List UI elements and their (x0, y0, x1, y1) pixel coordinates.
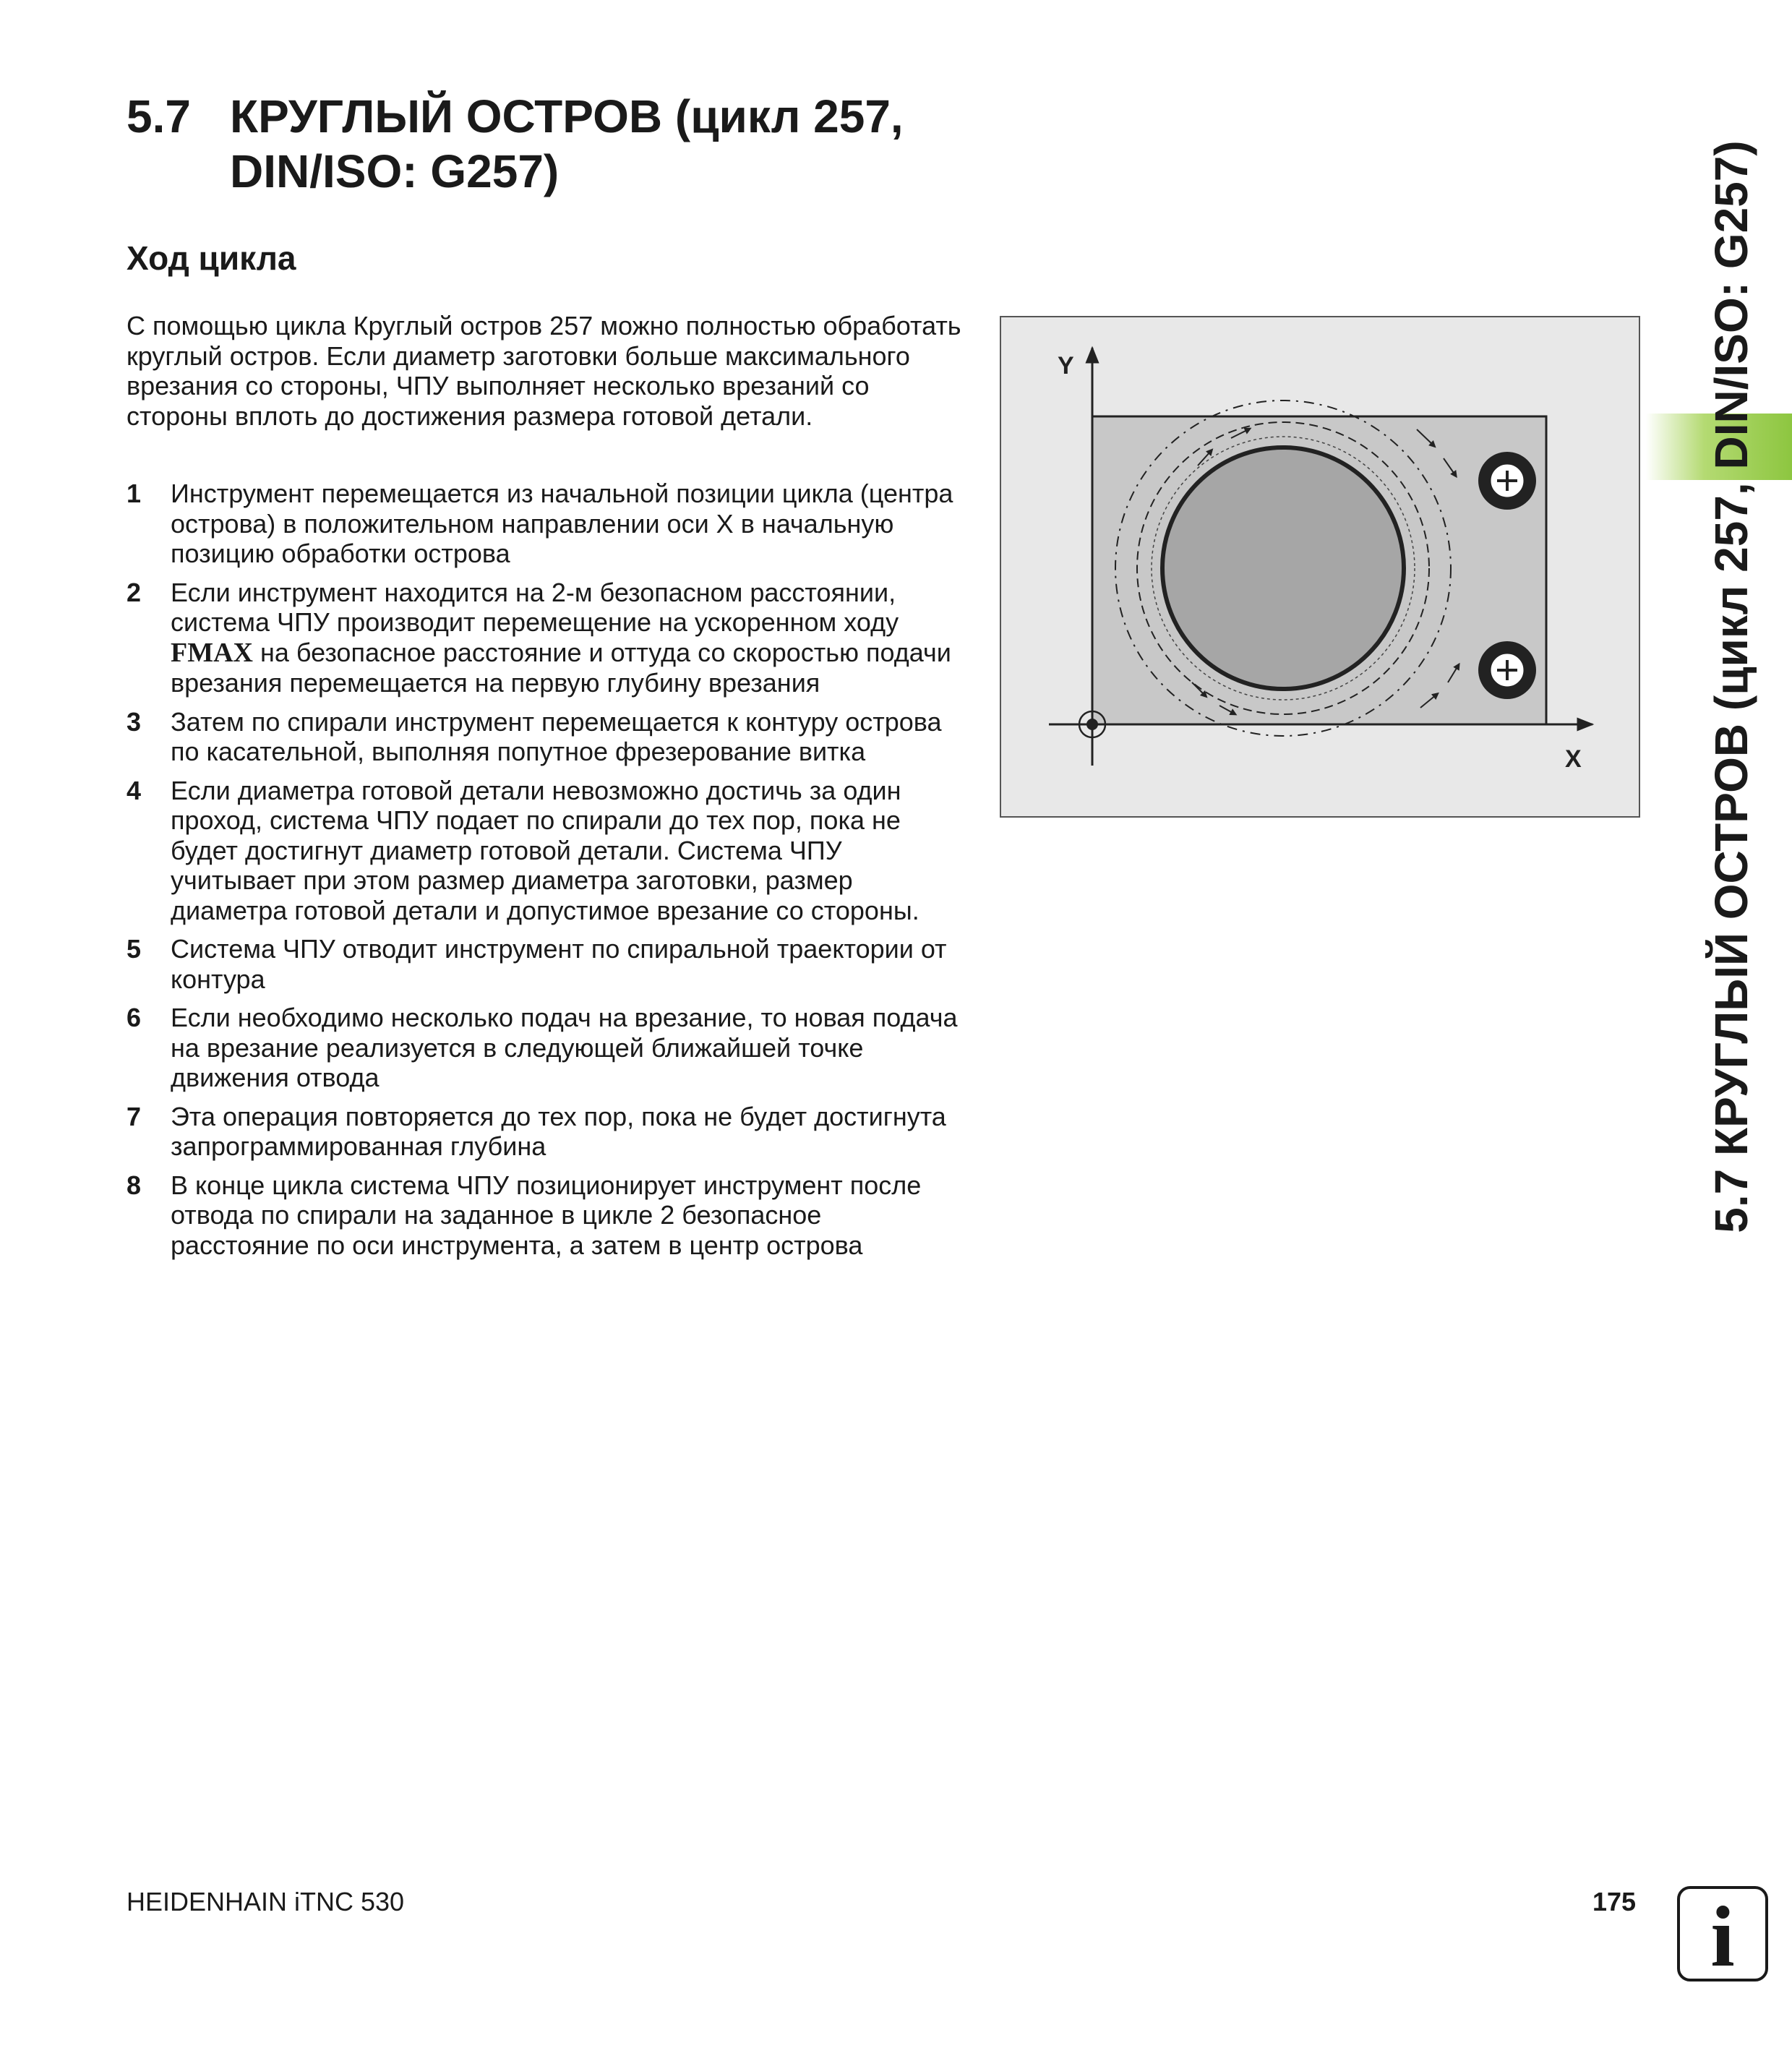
step-number: 4 (127, 775, 142, 805)
list-item (127, 1170, 965, 1261)
list-item (127, 934, 965, 994)
page-number: 175 (1592, 1887, 1637, 1916)
step-number: 6 (127, 1003, 142, 1032)
list-item (127, 578, 965, 698)
step-text: Система ЧПУ отводит инструмент по спиральной траектории от контура (171, 934, 947, 994)
cutter-icon (1478, 641, 1536, 699)
cycle-diagram (1000, 316, 1640, 818)
x-axis-label: X (1565, 745, 1582, 773)
list-item (127, 479, 965, 569)
step-text: Если диаметра готовой детали невозможно достичь за один проход, система ЧПУ подает по спирали до тех пор, пока не будет достигнут диаметр готовой детали. Система ЧПУ учитывает при этом размер диаметра заготовки, размер диаметра готовой детали и допустимое врезание со стороны. (171, 775, 919, 925)
island (1162, 447, 1404, 689)
step-text: В конце цикла система ЧПУ позиционирует инструмент после отвода по спирали на заданное в цикле 2 безопасное расстояние по оси инструмента, а затем в центр острова (171, 1170, 922, 1260)
footer-product: HEIDENHAIN iTNC 530 (127, 1887, 405, 1916)
step-code: FMAX (171, 637, 253, 668)
step-text: Инструмент перемещается из начальной позиции цикла (центра острова) в положительном направлении оси X в начальную позицию обработки острова (171, 479, 953, 568)
list-item (127, 776, 965, 926)
step-number: 2 (127, 577, 142, 607)
y-axis-label: Y (1058, 352, 1074, 380)
cutter-icon (1478, 452, 1536, 510)
section-number: 5.7 (127, 90, 191, 142)
info-icon[interactable]: i (1677, 1886, 1768, 1981)
cycle-diagram-svg (1001, 317, 1642, 819)
step-number: 3 (127, 706, 142, 737)
intro-paragraph: С помощью цикла Круглый остров 257 можно полностью обработать круглый остров. Если диаметр заготовки больше максимального врезания со стороны, ЧПУ выполняет несколько врезаний со стороны вплоть до достижения размера готовой детали. (127, 311, 961, 431)
subheading: Ход цикла (127, 239, 296, 277)
list-item (127, 1102, 965, 1162)
step-text-pre: Если инструмент находится на 2-м безопасном расстоянии, система ЧПУ производит перемещение на ускоренном ходу (171, 577, 899, 637)
section-title-line1: КРУГЛЫЙ ОСТРОВ (цикл 257, (230, 90, 904, 142)
steps-list (127, 479, 965, 1269)
step-text-post: на безопасное расстояние и оттуда со скоростью подачи врезания перемещается на первую глубину врезания (171, 637, 951, 698)
sidebar-chapter-title: 5.7 КРУГЛЫЙ ОСТРОВ (цикл 257, DIN/ISO: G257) (1705, 140, 1757, 1233)
step-number: 5 (127, 934, 142, 964)
list-item (127, 1003, 965, 1093)
step-text: Эта операция повторяется до тех пор, пока не будет достигнута запрограммированная глубина (171, 1101, 946, 1161)
section-title-line2: DIN/ISO: G257) (230, 145, 560, 197)
step-text: Затем по спирали инструмент перемещается к контуру острова по касательной, выполняя попутное фрезерование витка (171, 706, 942, 766)
step-number: 1 (127, 479, 142, 508)
list-item (127, 707, 965, 767)
step-number: 7 (127, 1101, 142, 1131)
step-number: 8 (127, 1170, 142, 1200)
step-text: Если необходимо несколько подач на врезание, то новая подача на врезание реализуется в следующей ближайшей точке движения отвода (171, 1003, 958, 1092)
